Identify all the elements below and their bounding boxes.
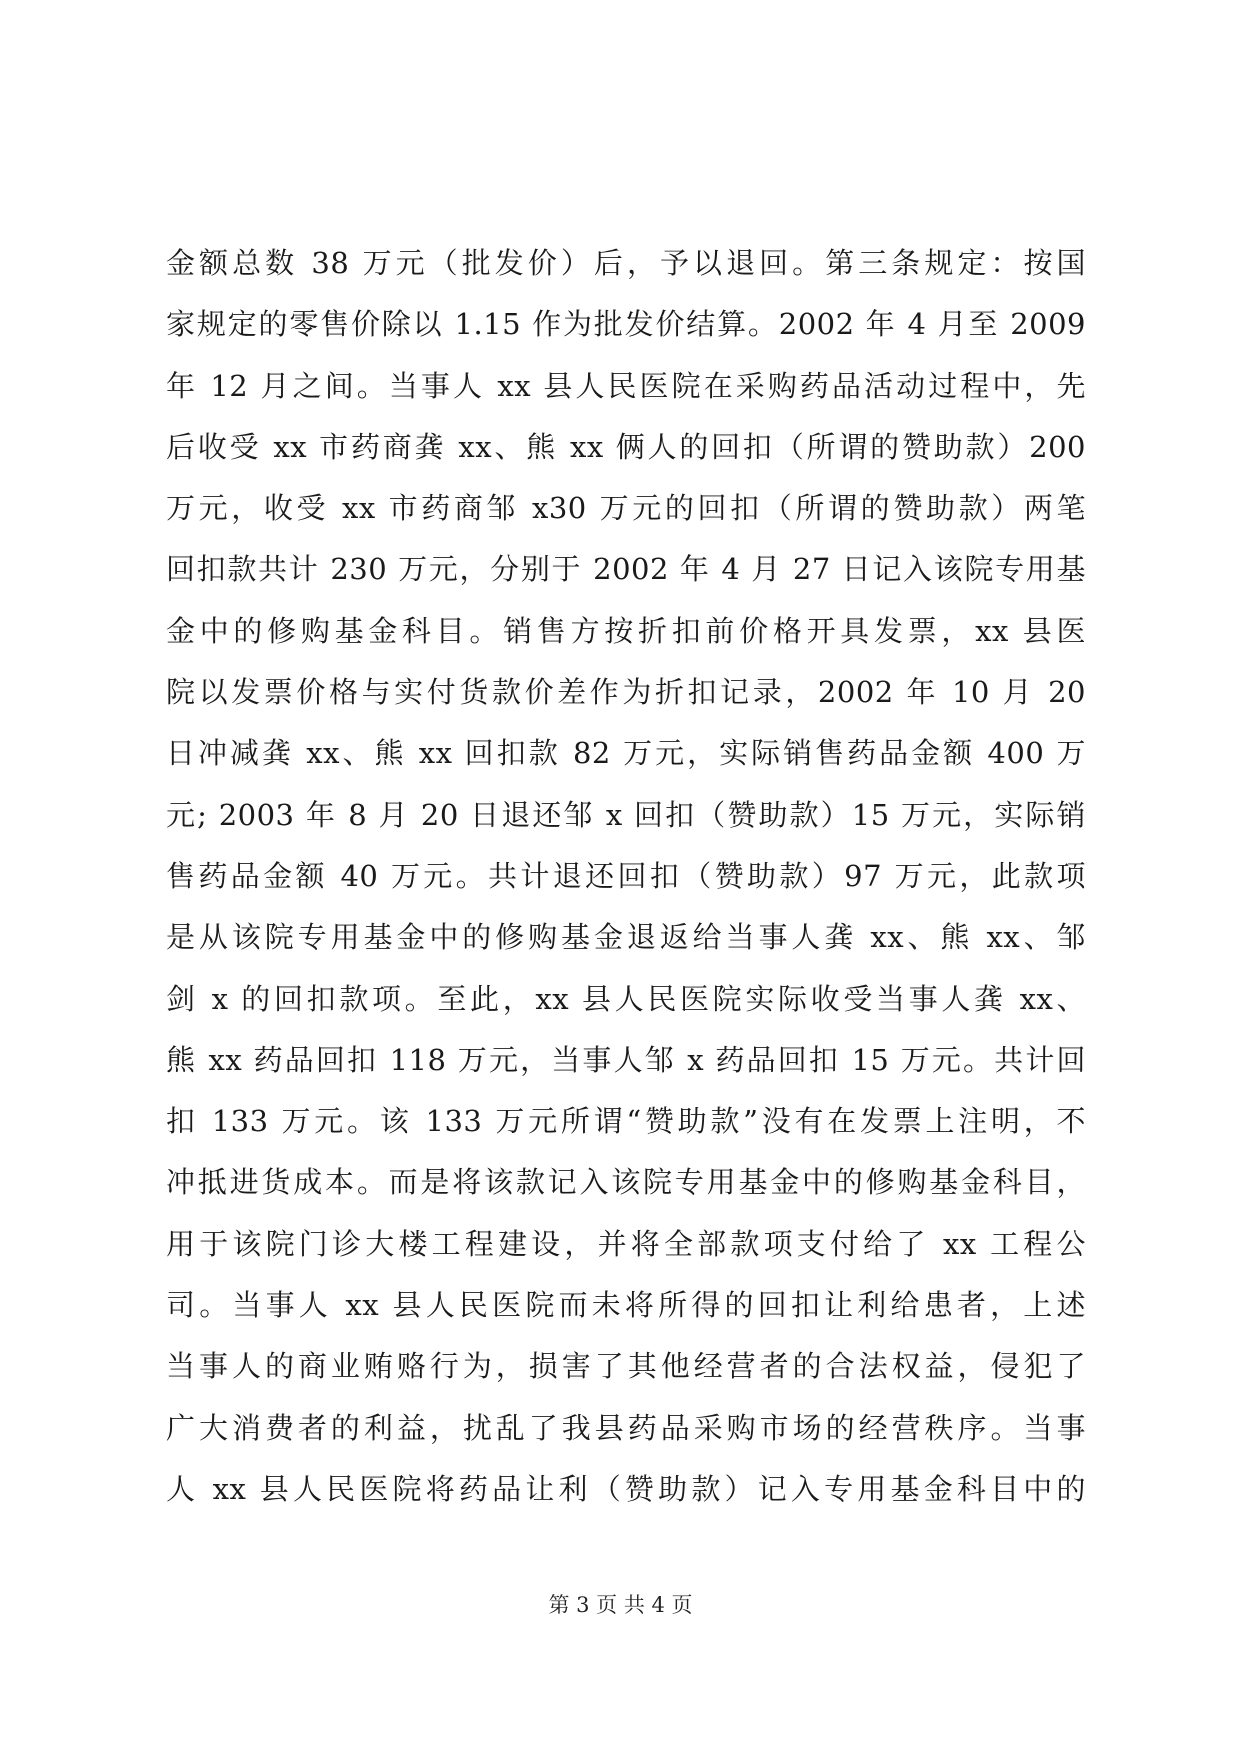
text-line: 熊 xx 药品回扣 118 万元，当事人邹 x 药品回扣 15 万元。共计回 (166, 1042, 1086, 1077)
text-line: 万元，收受 xx 市药商邹 x30 万元的回扣（所谓的赞助款）两笔 (166, 491, 1086, 526)
text-line: 院以发票价格与实付货款价差作为折扣记录，2002 年 10 月 20 (166, 675, 1086, 710)
text-line: 金中的修购基金科目。销售方按折扣前价格开具发票，xx 县医 (166, 613, 1086, 648)
text-line: 金额总数 38 万元（批发价）后，予以退回。第三条规定：按国 (166, 246, 1086, 280)
text-line: 年 12 月之间。当事人 xx 县人民医院在采购药品活动过程中，先 (166, 368, 1086, 403)
text-line: 日冲减龚 xx、熊 xx 回扣款 82 万元，实际销售药品金额 400 万 (166, 736, 1086, 771)
body-paragraph (166, 233, 1086, 1520)
text-line: 冲抵进货成本。而是将该款记入该院专用基金中的修购基金科目， (166, 1165, 1086, 1200)
text-line: 人 xx 县人民医院将药品让利（赞助款）记入专用基金科目中的 (166, 1471, 1086, 1506)
text-line: 家规定的零售价除以 1.15 作为批发价结算。2002 年 4 月至 2009 (166, 307, 1086, 342)
text-line: 司。当事人 xx 县人民医院而未将所得的回扣让利给患者，上述 (166, 1288, 1086, 1323)
text-line: 广大消费者的利益，扰乱了我县药品采购市场的经营秩序。当事 (166, 1410, 1086, 1445)
text-line: 剑 x 的回扣款项。至此，xx 县人民医院实际收受当事人龚 xx、 (166, 981, 1086, 1016)
text-line: 元; 2003 年 8 月 20 日退还邹 x 回扣（赞助款）15 万元，实际销 (166, 797, 1086, 832)
text-line: 回扣款共计 230 万元，分别于 2002 年 4 月 27 日记入该院专用基 (166, 552, 1086, 587)
text-line: 是从该院专用基金中的修购基金退返给当事人龚 xx、熊 xx、邹 (166, 920, 1086, 955)
text-line: 售药品金额 40 万元。共计退还回扣（赞助款）97 万元，此款项 (166, 858, 1086, 893)
text-line: 后收受 xx 市药商龚 xx、熊 xx 俩人的回扣（所谓的赞助款）200 (166, 429, 1086, 464)
page-number-footer: 第 3 页 共 4 页 (548, 1593, 693, 1617)
text-line: 扣 133 万元。该 133 万元所谓“赞助款”没有在发票上注明，不 (166, 1104, 1086, 1139)
text-line: 当事人的商业贿赂行为，损害了其他经营者的合法权益，侵犯了 (166, 1349, 1086, 1384)
text-line: 用于该院门诊大楼工程建设，并将全部款项支付给了 xx 工程公 (166, 1226, 1086, 1261)
